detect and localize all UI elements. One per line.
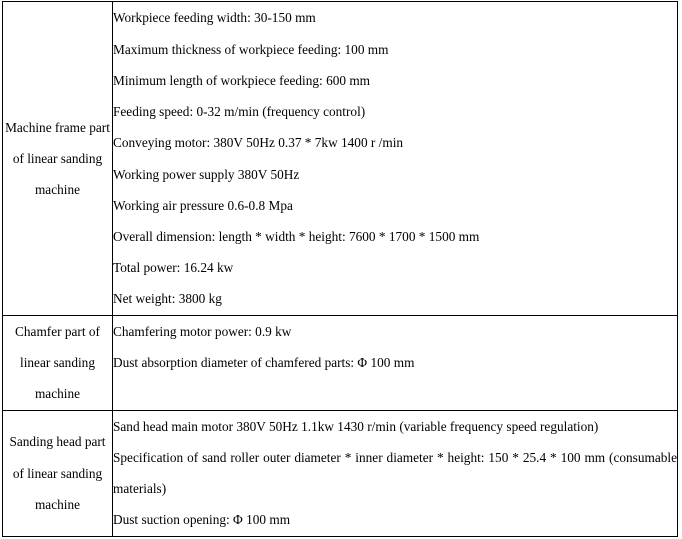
spec-item: Working power supply 380V 50Hz [113, 166, 300, 182]
section-details [113, 410, 678, 536]
spec-item: Workpiece feeding width: 30-150 mm [113, 10, 316, 26]
spec-item: Overall dimension: length * width * height: 7600 * 1700 * 1500 mm [113, 228, 480, 244]
spec-item: Net weight: 3800 kg [113, 291, 222, 307]
spec-item: Sand head main motor 380V 50Hz 1.1kw 1430 r/min (variable frequency speed regulation) [113, 418, 599, 434]
spec-item: Minimum length of workpiece feeding: 600 mm [113, 72, 371, 88]
spec-item: Feeding speed: 0-32 m/min (frequency control) [113, 104, 366, 120]
section-details [113, 316, 678, 411]
spec-item: Dust suction opening: Φ 100 mm [113, 512, 291, 528]
spec-item: Working air pressure 0.6-0.8 Mpa [113, 197, 293, 213]
spec-item: Conveying motor: 380V 50Hz 0.37 * 7kw 1400 r /min [113, 135, 404, 151]
section-label: Chamfer part of linear sanding machine [3, 316, 113, 411]
section-label: Machine frame part of linear sanding machine [3, 2, 113, 316]
spec-item: Dust absorption diameter of chamfered parts: Φ 100 mm [113, 355, 415, 371]
spec-item: Maximum thickness of workpiece feeding: 100 mm [113, 41, 389, 57]
table-row [3, 410, 678, 536]
spec-item: Total power: 16.24 kw [113, 260, 234, 276]
section-label: Sanding head part of linear sanding machine [3, 410, 113, 536]
section-details [113, 2, 678, 316]
spec-table [2, 1, 678, 537]
spec-item: Specification of sand roller outer diameter * inner diameter * height: 150 * 25.4 * 100 mm (consumable materials) [113, 449, 677, 497]
spec-item: Chamfering motor power: 0.9 kw [113, 324, 292, 339]
table-row [3, 316, 678, 411]
table-row [3, 2, 678, 316]
